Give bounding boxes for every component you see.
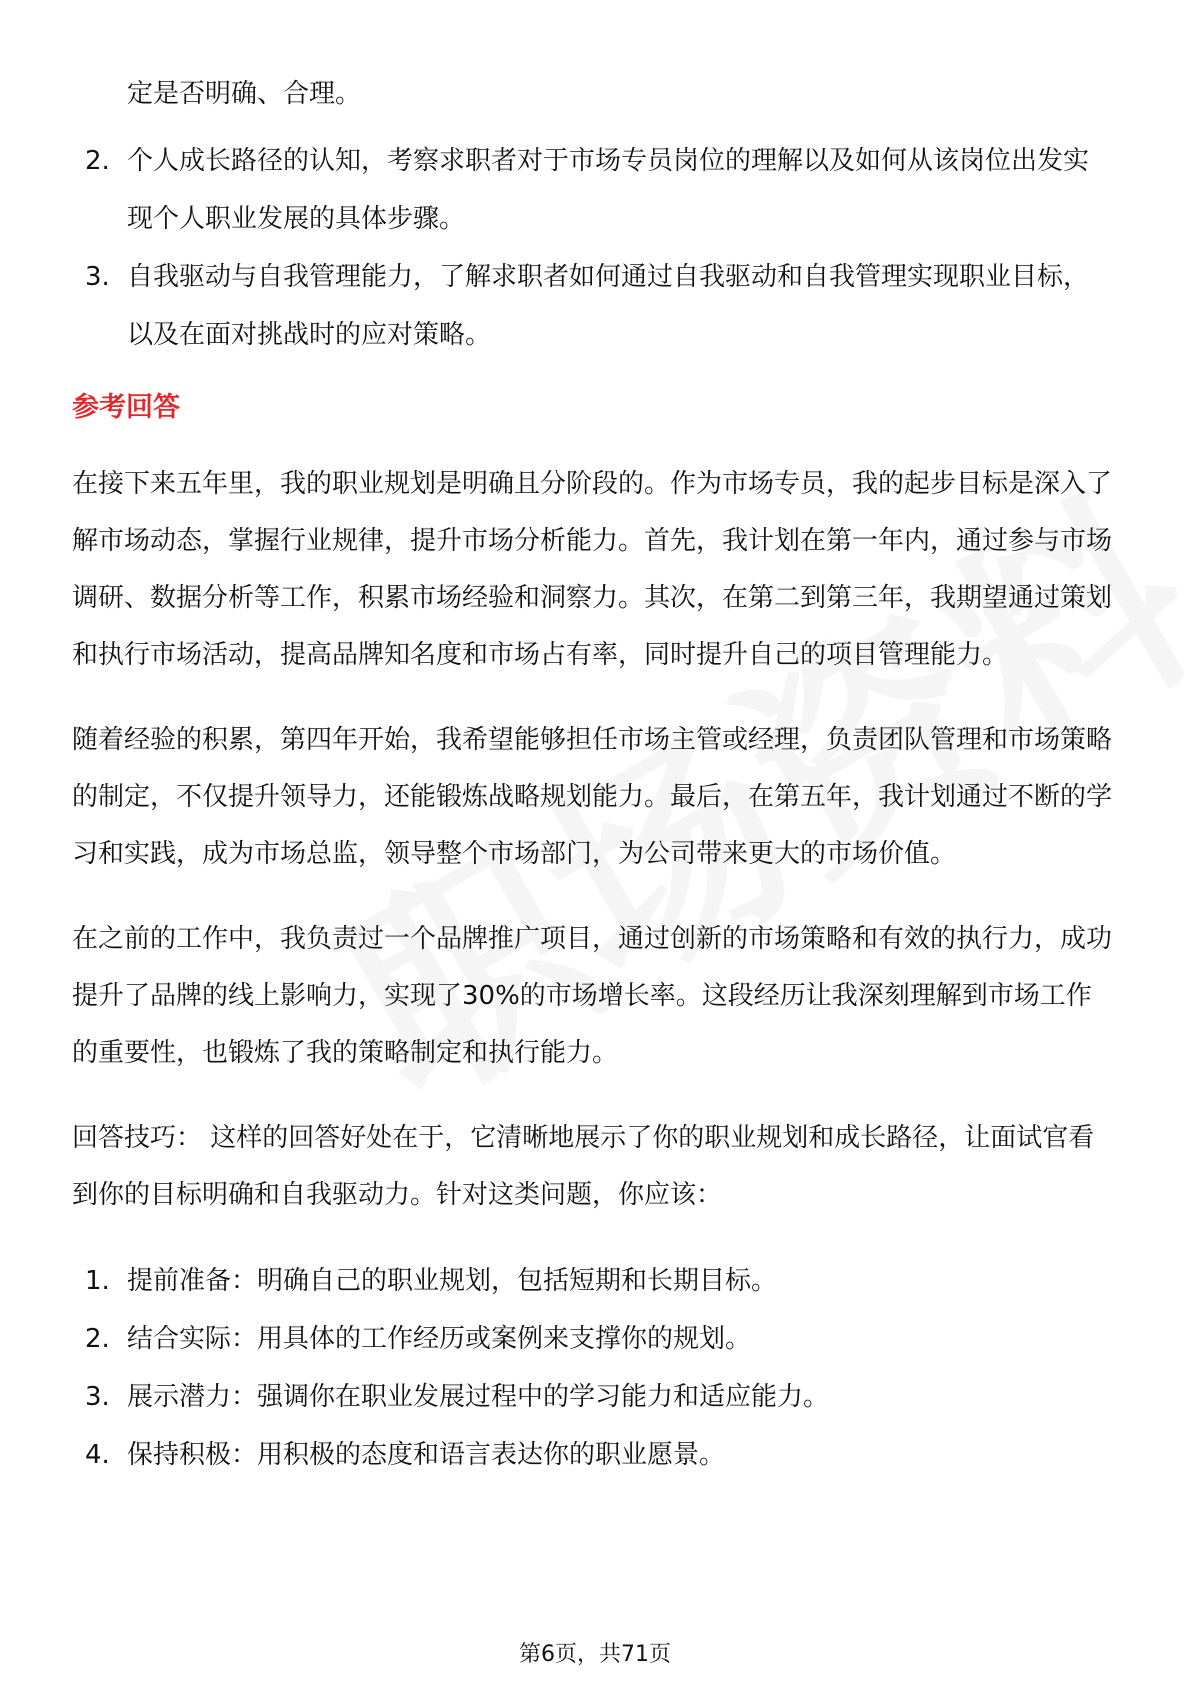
list-item xyxy=(72,1310,1112,1368)
list-number: 2. xyxy=(85,146,110,176)
page-content xyxy=(72,72,1112,1484)
list-number: 3. xyxy=(85,1382,110,1412)
list-number: 4. xyxy=(85,1440,110,1470)
answer-paragraph: 在接下来五年里，我的职业规划是明确且分阶段的。作为市场专员，我的起步目标是深入了解市场动态，掌握行业规律，提升市场分析能力。首先，我计划在第一年内，通过参与市场调研、数据分析等工作，积累市场经验和洞察力。其次，在第二到第三年，我期望通过策划和执行市场活动，提高品牌知名度和市场占有率，同时提升自己的项目管理能力。 xyxy=(72,469,1113,670)
list-number: 1. xyxy=(85,1266,110,1296)
list-number: 3. xyxy=(85,262,110,292)
list-item xyxy=(72,132,1112,248)
answer-paragraph: 随着经验的积累，第四年开始，我希望能够担任市场主管或经理，负责团队管理和市场策略的制定，不仅提升领导力，还能锻炼战略规划能力。最后，在第五年，我计划通过不断的学习和实践，成为市场总监，领导整个市场部门，为公司带来更大的市场价值。 xyxy=(72,725,1113,869)
list-item xyxy=(72,1426,1112,1484)
list-item xyxy=(72,1368,1112,1426)
list-number: 2. xyxy=(85,1324,110,1354)
list-item xyxy=(72,248,1112,364)
continued-list-text: 定是否明确、合理。 xyxy=(127,79,362,109)
list-item-text: 个人成长路径的认知，考察求职者对于市场专员岗位的理解以及如何从该岗位出发实现个人职业发展的具体步骤。 xyxy=(127,146,1090,234)
evaluation-points-list xyxy=(72,132,1112,364)
section-heading: 参考回答 xyxy=(72,392,180,423)
answer-paragraph: 在之前的工作中，我负责过一个品牌推广项目，通过创新的市场策略和有效的执行力，成功提升了品牌的线上影响力，实现了30%的市场增长率。这段经历让我深刻理解到市场工作的重要性，也锻炼了我的策略制定和执行能力。 xyxy=(72,924,1113,1068)
list-item xyxy=(72,1252,1112,1310)
list-item-text: 自我驱动与自我管理能力，了解求职者如何通过自我驱动和自我管理实现职业目标，以及在面对挑战时的应对策略。 xyxy=(127,262,1090,350)
list-item-text: 结合实际：用具体的工作经历或案例来支撑你的规划。 xyxy=(127,1324,752,1354)
tips-intro-paragraph: 回答技巧： 这样的回答好处在于，它清晰地展示了你的职业规划和成长路径，让面试官看到你的目标明确和自我驱动力。针对这类问题，你应该： xyxy=(72,1123,1095,1210)
list-item-text: 提前准备：明确自己的职业规划，包括短期和长期目标。 xyxy=(127,1266,778,1296)
tips-list xyxy=(72,1252,1112,1484)
page-number-footer: 第6页，共71页 xyxy=(519,1642,671,1667)
list-item-text: 展示潜力：强调你在职业发展过程中的学习能力和适应能力。 xyxy=(127,1382,830,1412)
list-item-text: 保持积极：用积极的态度和语言表达你的职业愿景。 xyxy=(127,1440,726,1470)
